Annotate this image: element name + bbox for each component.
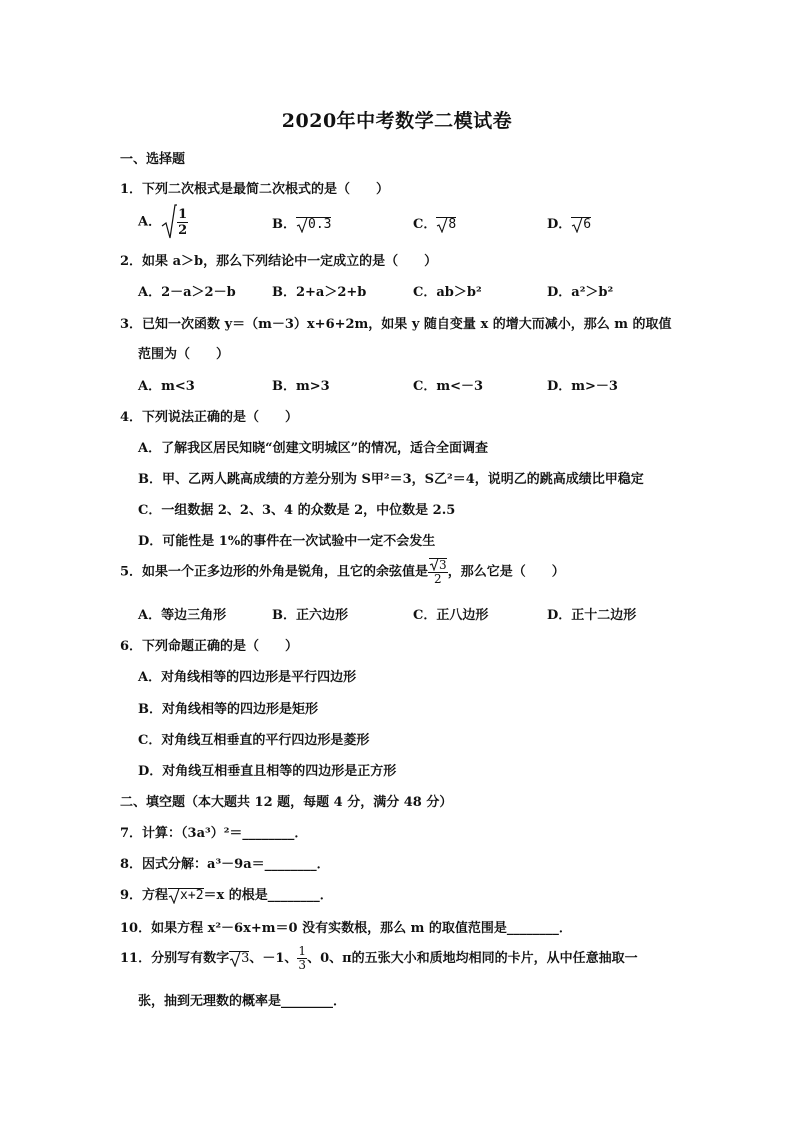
q4-option-a: A．了解我区居民知晓“创建文明城区”的情况，适合全面调查 [138,441,489,456]
q4-option-c: C．一组数据 2、2、3、4 的众数是 2，中位数是 2.5 [138,503,456,518]
question-10: 10．如果方程 x²－6x+m＝0 没有实数根，那么 m 的取值范围是________． [120,921,572,936]
question-2: 2．如果 a＞b，那么下列结论中一定成立的是（ ） [120,254,438,269]
q2-option-d: D．a²＞b² [547,285,614,300]
q6-option-b: B．对角线相等的四边形是矩形 [138,702,318,717]
q1-option-a: A． $\frac{1}{2}$ [138,204,188,240]
q3-option-d: D．m>－3 [547,379,618,394]
page-title: 2020年中考数学二模试卷 [281,110,513,132]
question-3-cont: 范围为（ ） [138,347,230,362]
section-fill-heading: 二、填空题（本大题共 12 题，每题 4 分，满分 48 分） [120,795,453,810]
q3-option-b: B．m>3 [272,379,330,394]
q5-option-c: C．正八边形 [413,608,489,623]
q6-option-a: A．对角线相等的四边形是平行四边形 [138,670,357,685]
question-5: 5．如果一个正多边形的外角是锐角，且它的余弦值是 $\frac{3}{2}$ ，那么它是（ ） [120,558,565,586]
q3-option-c: C．m<－3 [413,379,484,394]
q2-option-a: A．2－a＞2－b [138,285,236,300]
q3-option-a: A．m<3 [138,379,195,394]
q4-option-b: B．甲、乙两人跳高成绩的方差分别为 S甲²＝3，S乙²＝4，说明乙的跳高成绩比甲稳定 [138,472,644,487]
question-9: 9．方程 x+2＝x 的根是________． [120,888,333,903]
question-1: 1．下列二次根式是最简二次根式的是（ ） [120,182,390,197]
q1-option-b: B． 0.3 [272,217,332,232]
q6-option-d: D．对角线互相垂直且相等的四边形是正方形 [138,764,397,779]
question-3: 3．已知一次函数 y＝（m－3）x+6+2m，如果 y 随自变量 x 的增大而减小，那么 m 的取值 [120,317,672,332]
q2-option-c: C．ab＞b² [413,285,482,300]
q4-option-d: D．可能性是 1%的事件在一次试验中一定不会发生 [138,534,436,549]
section-choice-heading: 一、选择题 [120,152,186,167]
q6-option-c: C．对角线互相垂直的平行四边形是菱形 [138,733,370,748]
question-8: 8．因式分解：a³－9a＝________． [120,857,330,872]
q1-option-c: C． 8 [413,217,457,232]
question-11-cont: 张，抽到无理数的概率是________． [138,994,347,1009]
question-6: 6．下列命题正确的是（ ） [120,639,299,654]
q1-option-d: D． 6 [547,217,592,232]
q5-option-d: D．正十二边形 [547,608,637,623]
q2-option-b: B．2+a＞2+b [272,285,367,300]
question-4: 4．下列说法正确的是（ ） [120,410,299,425]
question-11: 11．分别写有数字 3、－1、 $\frac{1}{3}$ 、0、π的五张大小和质地均相同的卡片，从中任意抽取一 [120,944,638,972]
q5-option-b: B．正六边形 [272,608,348,623]
question-7: 7．计算：（3a³）²＝________． [120,826,308,841]
radical-icon [161,204,177,240]
q5-option-a: A．等边三角形 [138,608,227,623]
